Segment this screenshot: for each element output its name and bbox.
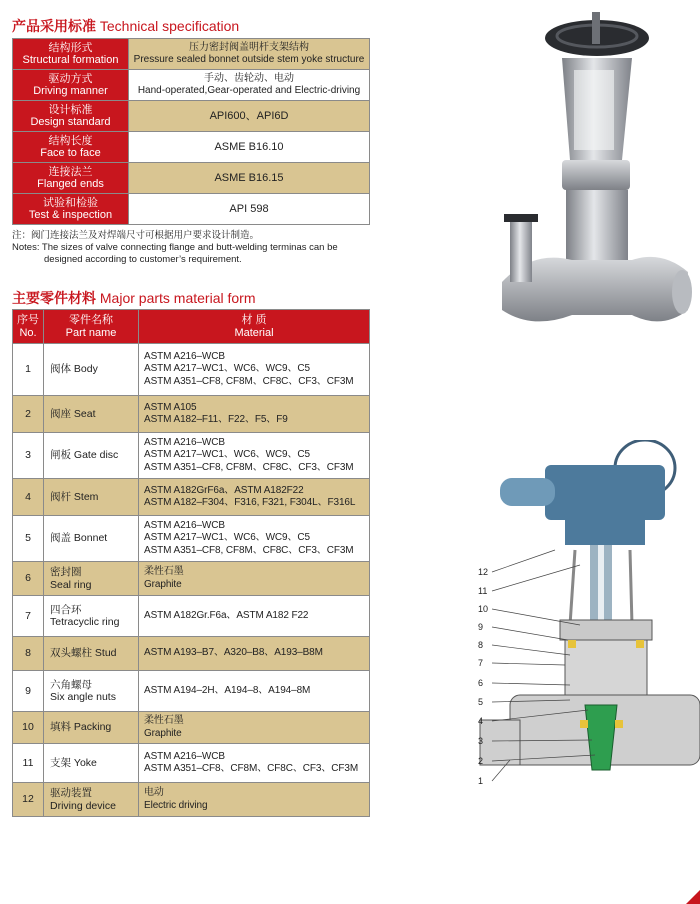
parts-title-en: Major parts material form xyxy=(99,290,256,306)
part-name-cell xyxy=(44,516,139,562)
parts-row xyxy=(13,396,370,433)
spec-value xyxy=(129,101,370,132)
header-name-en: Part name xyxy=(65,326,117,339)
parts-row xyxy=(13,596,370,637)
callout-leader-line xyxy=(492,663,565,665)
parts-row xyxy=(13,712,370,744)
part-no: 10 xyxy=(13,712,44,744)
spec-value-en: ASME B16.10 xyxy=(214,141,284,153)
part-material-line: ASTM A182GrF6a、ASTM A182F22 xyxy=(144,484,304,496)
header-name xyxy=(44,310,139,344)
part-no: 1 xyxy=(13,344,44,396)
spec-label xyxy=(13,163,129,194)
spec-label xyxy=(13,132,129,163)
parts-row xyxy=(13,344,370,396)
part-material-line: ASTM A194–2H、A194–8、A194–8M xyxy=(144,684,311,696)
part-material-cell xyxy=(139,479,370,516)
part-name-en: Driving device xyxy=(50,799,116,812)
part-no: 5 xyxy=(13,516,44,562)
spec-label xyxy=(13,39,129,70)
header-no-en: No. xyxy=(19,326,37,339)
parts-title-cn: 主要零件材料 xyxy=(12,290,96,306)
part-material-cell xyxy=(139,516,370,562)
spec-label-en: Design standard xyxy=(30,116,111,128)
part-name-en: Six angle nuts xyxy=(50,691,116,703)
valve-cross-section-drawing xyxy=(470,440,700,820)
part-name: 阀体 Body xyxy=(50,363,98,376)
part-no: 12 xyxy=(13,783,44,817)
part-material-line: ASTM A217–WC1、WC6、WC9、C5 xyxy=(144,449,310,461)
parts-row xyxy=(13,783,370,817)
part-no: 11 xyxy=(13,744,44,783)
spec-row xyxy=(13,132,370,163)
header-name-cn: 零件名称 xyxy=(69,314,113,326)
part-name-cell xyxy=(44,479,139,516)
part-name: 填料 Packing xyxy=(50,721,112,734)
part-material-cell xyxy=(139,671,370,712)
callout-label: 8 xyxy=(478,640,484,650)
part-name: 闸板 Gate disc xyxy=(50,449,119,462)
part-material-line: ASTM A217–WC1、WC6、WC9、C5 xyxy=(144,363,310,375)
callout-label: 5 xyxy=(478,697,484,707)
spec-value-en: Hand-operated,Gear-operated and Electric-driving xyxy=(137,85,361,96)
spec-value-en: API 598 xyxy=(229,203,269,215)
part-material-cell xyxy=(139,783,370,817)
part-no: 3 xyxy=(13,433,44,479)
part-material-cell xyxy=(139,344,370,396)
parts-row xyxy=(13,671,370,712)
spec-label-en: Structural formation xyxy=(22,54,119,66)
parts-row xyxy=(13,479,370,516)
spec-value xyxy=(129,132,370,163)
part-material-line: Graphite xyxy=(144,578,182,590)
spec-value-cn: 压力密封阀盖明杆支架结构 xyxy=(189,42,309,53)
spec-value xyxy=(129,194,370,225)
part-material-line: ASTM A182Gr.F6a、ASTM A182 F22 xyxy=(144,609,309,621)
spec-value-en: ASME B16.15 xyxy=(214,172,284,184)
part-material-cell xyxy=(139,712,370,744)
callout-label: 3 xyxy=(478,736,484,746)
part-name-cell xyxy=(44,671,139,712)
spec-label-cn: 驱动方式 xyxy=(48,73,93,85)
spec-row xyxy=(13,163,370,194)
part-name-cell xyxy=(44,396,139,433)
spec-label-cn: 试验和检验 xyxy=(43,197,98,209)
spec-row xyxy=(13,101,370,132)
callout-label: 6 xyxy=(478,678,484,688)
callout-leader-line xyxy=(492,645,570,655)
part-name: 双头螺柱 Stud xyxy=(50,647,117,660)
spec-label-cn: 连接法兰 xyxy=(48,166,93,178)
callout-leader-line xyxy=(492,565,580,591)
spec-label-en: Face to face xyxy=(40,147,101,159)
callout-leader-line xyxy=(492,609,580,625)
part-no: 7 xyxy=(13,596,44,637)
callout-label: 10 xyxy=(478,604,489,614)
spec-row xyxy=(13,194,370,225)
spec-label xyxy=(13,101,129,132)
part-material-line: 柔性石墨 xyxy=(144,715,184,726)
part-no: 9 xyxy=(13,671,44,712)
header-material xyxy=(139,310,370,344)
spec-table xyxy=(12,38,370,225)
part-material-line: ASTM A216–WCB xyxy=(144,350,225,362)
part-material-line: ASTM A351–CF8, CF8M、CF8C、CF3、CF3M xyxy=(144,461,354,473)
callout-leader-line xyxy=(492,550,555,572)
part-material-cell xyxy=(139,744,370,783)
spec-row xyxy=(13,39,370,70)
spec-value-en: Pressure sealed bonnet outside stem yoke structure xyxy=(133,54,365,65)
part-no: 2 xyxy=(13,396,44,433)
note-en-1: Notes: The sizes of valve connecting flange and butt-welding terminas can be xyxy=(12,242,338,253)
callout-label: 1 xyxy=(478,776,484,786)
part-material-cell xyxy=(139,637,370,671)
spec-value-cn: 手动、齿轮动、电动 xyxy=(204,73,294,84)
part-name-en: Seal ring xyxy=(50,578,92,591)
header-no-cn: 序号 xyxy=(17,314,39,326)
part-material-line: ASTM A351–CF8、CF8M、CF8C、CF3、CF3M xyxy=(144,763,359,774)
part-material-line: ASTM A217–WC1、WC6、WC9、C5 xyxy=(144,532,310,544)
part-material-line: ASTM A105 xyxy=(144,401,197,413)
spec-label xyxy=(13,70,129,101)
spec-title-en: Technical specification xyxy=(99,18,240,34)
spec-value xyxy=(129,70,370,101)
part-name-cell xyxy=(44,433,139,479)
spec-label-cn: 设计标准 xyxy=(48,104,93,116)
parts-row xyxy=(13,744,370,783)
parts-row xyxy=(13,562,370,596)
part-name-cell xyxy=(44,562,139,596)
spec-value xyxy=(129,39,370,70)
callout-label: 12 xyxy=(478,567,489,577)
part-name: 阀杆 Stem xyxy=(50,490,99,503)
valve-photo xyxy=(492,10,692,340)
spec-label-cn: 结构形式 xyxy=(48,42,93,54)
spec-notes xyxy=(12,230,382,266)
part-material-line: Graphite xyxy=(144,727,182,739)
corner-accent xyxy=(686,890,700,904)
spec-label xyxy=(13,194,129,225)
spec-title-cn: 产品采用标准 xyxy=(12,18,96,34)
part-material-line: ASTM A193–B7、A320–B8、A193–B8M xyxy=(144,647,323,659)
part-no: 4 xyxy=(13,479,44,516)
part-material-line: ASTM A182–F304、F316, F321, F304L、F316L xyxy=(144,497,356,508)
part-material-cell xyxy=(139,596,370,637)
header-mat-cn: 材 质 xyxy=(241,314,267,326)
callout-leader-line xyxy=(492,627,568,640)
part-material-line: ASTM A351–CF8, CF8M、CF8C、CF3、CF3M xyxy=(144,375,354,387)
part-material-line: ASTM A182–F11、F22、F5、F9 xyxy=(144,414,288,425)
part-material-cell xyxy=(139,562,370,596)
part-name-cell xyxy=(44,637,139,671)
part-name: 支架 Yoke xyxy=(50,756,97,769)
part-name-cell xyxy=(44,596,139,637)
parts-table xyxy=(12,309,370,817)
part-material-line: 柔性石墨 xyxy=(144,566,184,577)
callout-leader-line xyxy=(492,683,570,685)
callout-label: 9 xyxy=(478,622,484,632)
spec-value xyxy=(129,163,370,194)
header-no xyxy=(13,310,44,344)
part-material-cell xyxy=(139,396,370,433)
spec-label-en: Test & inspection xyxy=(28,209,113,221)
part-name-cell xyxy=(44,712,139,744)
part-material-cell xyxy=(139,433,370,479)
part-name: 阀座 Seat xyxy=(50,407,96,420)
parts-row xyxy=(13,433,370,479)
note-en-2: designed according to customer’s requirement. xyxy=(44,254,242,265)
parts-row xyxy=(13,637,370,671)
callout-label: 7 xyxy=(478,658,484,668)
spec-row xyxy=(13,70,370,101)
part-name: 六角螺母 xyxy=(50,678,92,691)
part-name: 阀盖 Bonnet xyxy=(50,532,108,545)
spec-section-title xyxy=(12,16,239,36)
part-material-line: ASTM A216–WCB xyxy=(144,519,225,531)
part-name-en: Tetracyclic ring xyxy=(50,616,120,628)
part-material-line: ASTM A216–WCB xyxy=(144,750,225,762)
spec-label-en: Flanged ends xyxy=(37,178,104,190)
part-material-line: ASTM A216–WCB xyxy=(144,436,225,448)
spec-value-en: API600、API6D xyxy=(209,110,289,122)
callout-label: 2 xyxy=(478,756,484,766)
note-cn: 注：阀门连接法兰及对焊端尺寸可根据用户要求设计制造。 xyxy=(12,230,260,241)
part-no: 8 xyxy=(13,637,44,671)
part-name: 四合环 xyxy=(50,603,82,616)
part-name: 密封圈 xyxy=(50,566,82,578)
callout-label: 4 xyxy=(478,716,484,726)
spec-label-en: Driving manner xyxy=(33,85,108,97)
parts-row xyxy=(13,516,370,562)
part-no: 6 xyxy=(13,562,44,596)
part-material-line: ASTM A351–CF8, CF8M、CF8C、CF3、CF3M xyxy=(144,544,354,556)
part-name-cell xyxy=(44,744,139,783)
part-material-line: Electric driving xyxy=(144,799,208,811)
part-name: 驱动装置 xyxy=(50,787,92,799)
header-mat-en: Material xyxy=(234,326,274,339)
part-material-line: 电动 xyxy=(144,787,164,798)
spec-label-cn: 结构长度 xyxy=(48,135,93,147)
part-name-cell xyxy=(44,344,139,396)
part-name-cell xyxy=(44,783,139,817)
parts-section-title xyxy=(12,288,255,308)
callout-label: 11 xyxy=(478,586,488,596)
